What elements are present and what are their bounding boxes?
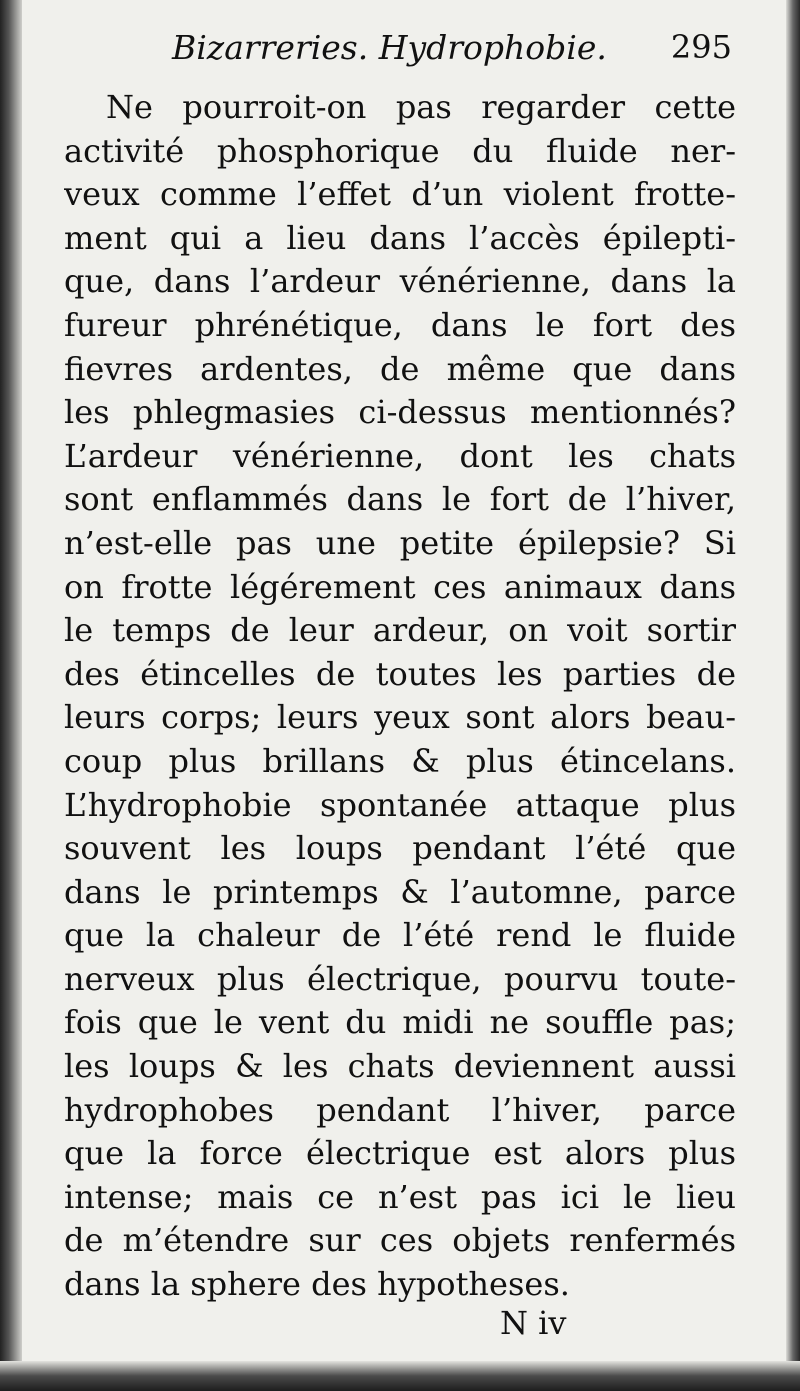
text-line: Ne pourroit-on pas regarder cette — [106, 88, 736, 126]
text-line: leurs corps; leurs yeux sont alors beau- — [64, 698, 736, 737]
text-line: L’ardeur vénérienne, dont les chats — [64, 436, 736, 475]
text-line: dans la sphere des hypotheses. — [64, 1265, 570, 1304]
page-header — [172, 28, 732, 78]
text-line: nerveux plus électrique, pourvu toute- — [64, 959, 736, 998]
text-line: le temps de leur ardeur, on voit sortir — [64, 611, 736, 650]
text-line: sont enflammés dans le fort de l’hiver, — [64, 480, 736, 519]
text-line: intense; mais ce n’est pas ici le lieu — [64, 1177, 736, 1216]
text-line: les phlegmasies ci-dessus mentionnés? — [64, 393, 736, 432]
text-line: que la force électrique est alors plus — [64, 1134, 736, 1173]
text-line: souvent les loups pendant l’été que — [64, 829, 736, 868]
body-text — [64, 86, 736, 1307]
text-line: hydrophobes pendant l’hiver, parce — [64, 1090, 736, 1129]
scan-edge-right — [786, 0, 800, 1391]
text-line: coup plus brillans & plus étincelans. — [64, 741, 736, 780]
text-line: que, dans l’ardeur vénérienne, dans la — [64, 262, 736, 301]
page-number: 295 — [670, 28, 732, 66]
scan-edge-bottom — [0, 1361, 800, 1391]
signature-mark: N iv — [500, 1304, 567, 1342]
text-line: fois que le vent du midi ne souffle pas; — [64, 1003, 736, 1042]
text-line: n’est-elle pas une petite épilepsie? Si — [64, 523, 736, 562]
book-page — [22, 0, 786, 1361]
text-line: on frotte légérement ces animaux dans — [64, 567, 736, 606]
text-line: L’hydrophobie spontanée attaque plus — [64, 785, 736, 824]
text-line: activité phosphorique du fluide ner- — [64, 131, 736, 170]
text-line: fureur phrénétique, dans le fort des — [64, 305, 736, 344]
text-line: veux comme l’effet d’un violent frotte- — [64, 175, 736, 214]
text-line: que la chaleur de l’été rend le fluide — [64, 916, 736, 955]
text-line: ment qui a lieu dans l’accès épilepti- — [64, 218, 736, 257]
scan-edge-left — [0, 0, 22, 1391]
text-line: fievres ardentes, de même que dans — [64, 349, 736, 388]
text-line: les loups & les chats deviennent aussi — [64, 1047, 736, 1086]
text-line: dans le printemps & l’automne, parce — [64, 872, 736, 911]
text-line: des étincelles de toutes les parties de — [64, 654, 736, 693]
text-line: de m’étendre sur ces objets renfermés — [64, 1221, 736, 1260]
running-title: Bizarreries. Hydrophobie. — [172, 28, 607, 67]
